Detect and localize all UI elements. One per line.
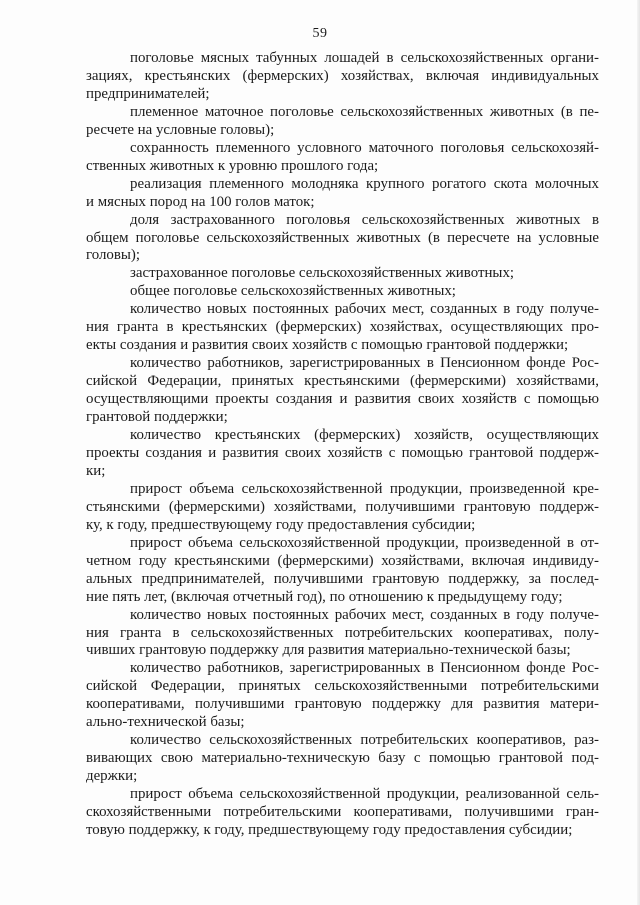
text-line: предпринимателей; [86,85,210,102]
paragraph [86,301,599,355]
text-line: екты создания и развития своих хозяйств с помощью грантовой поддержки; [86,337,569,354]
text-line: прирост объема сельскохозяйственной продукции, произведенной кре- [130,480,599,497]
paragraph [86,786,599,840]
text-line: общем поголовье сельскохозяйственных животных (в пересчете на условные [86,229,599,246]
text-line: сохранность племенного условного маточного поголовья сельскохозяй- [130,139,599,156]
page-number: 59 [312,26,328,41]
paragraph [86,283,599,301]
paragraph [86,140,599,176]
text-line: ально-технической базы; [86,714,245,731]
text-line: ния гранта в сельскохозяйственных потребительских кооперативах, полу- [86,624,599,641]
text-line: ние пять лет, (включая отчетный год), по отношению к предыдущему году; [86,588,563,605]
text-line: проекты создания и развития своих хозяйств с помощью грантовой поддерж- [86,444,599,461]
text-line: скохозяйственными потребительскими кооперативами, получившими гран- [86,804,599,821]
paragraph [86,607,599,661]
paragraph [86,660,599,732]
text-line: ственных животных к уровню прошлого года; [86,157,379,174]
text-line: количество работников, зарегистрированных в Пенсионном фонде Рос- [130,355,599,372]
text-line: прирост объема сельскохозяйственной продукции, произведенной в от- [130,534,599,551]
text-line: количество крестьянских (фермерских) хозяйств, осуществляющих [130,427,599,444]
text-line: зациях, крестьянских (фермерских) хозяйствах, включая индивидуальных [86,67,599,84]
text-line: головы); [86,247,140,264]
text-line: количество новых постоянных рабочих мест, созданных в году получе- [130,606,599,623]
text-line: четном году крестьянскими (фермерскими) хозяйствами, включая индивиду- [86,552,599,569]
paragraph [86,212,599,266]
text-line: доля застрахованного поголовья сельскохозяйственных животных в [130,211,599,228]
text-line: кооперативами, получившими грантовую поддержку для развития матери- [86,696,599,713]
text-line: застрахованное поголовье сельскохозяйственных животных; [130,265,515,282]
text-line: прирост объема сельскохозяйственной продукции, реализованной сель- [130,786,599,803]
text-line: ку, к году, предшествующему году предоставления субсидии; [86,516,476,533]
paragraph [86,481,599,535]
text-line: ресчете на условные головы); [86,121,275,138]
text-line: вивающих свою материально-техническую базу с помощью грантовой под- [86,750,599,767]
paragraph [86,535,599,607]
text-line: держки; [86,768,138,785]
text-line: и мясных пород на 100 голов маток; [86,193,315,210]
text-line: племенное маточное поголовье сельскохозяйственных животных (в пе- [130,103,599,120]
body-text [86,50,599,840]
text-line: товую поддержку, к году, предшествующему году предоставления субсидии; [86,821,573,838]
paragraph [86,427,599,481]
text-line: количество работников, зарегистрированных в Пенсионном фонде Рос- [130,660,599,677]
paragraph [86,50,599,104]
paragraph [86,732,599,786]
text-line: грантовой поддержки; [86,409,228,426]
text-line: ки; [86,462,106,479]
text-line: чивших грантовую поддержку для развития материально-технической базы; [86,642,571,659]
paragraph [86,104,599,140]
paragraph [86,176,599,212]
text-line: сийской Федерации, принятых сельскохозяйственными потребительскими [86,678,599,695]
paragraph [86,265,599,283]
text-line: ния гранта в крестьянских (фермерских) хозяйствах, осуществляющих про- [86,319,599,336]
text-line: общее поголовье сельскохозяйственных животных; [130,283,456,300]
text-line: осуществляющими проекты создания и развития своих хозяйств с помощью [86,391,599,408]
text-line: количество сельскохозяйственных потребительских кооперативов, раз- [130,732,599,749]
text-line: реализация племенного молодняка крупного рогатого скота молочных [130,175,599,192]
text-line: поголовье мясных табунных лошадей в сельскохозяйственных органи- [130,50,599,66]
text-line: стьянскими (фермерскими) хозяйствами, получившими грантовую поддерж- [86,498,599,515]
paragraph [86,355,599,427]
text-line: сийской Федерации, принятых крестьянскими (фермерскими) хозяйствами, [86,373,599,390]
text-line: альных предпринимателей, получившими грантовую поддержку, за послед- [86,570,599,587]
text-line: количество новых постоянных рабочих мест, созданных в году получе- [130,301,599,318]
